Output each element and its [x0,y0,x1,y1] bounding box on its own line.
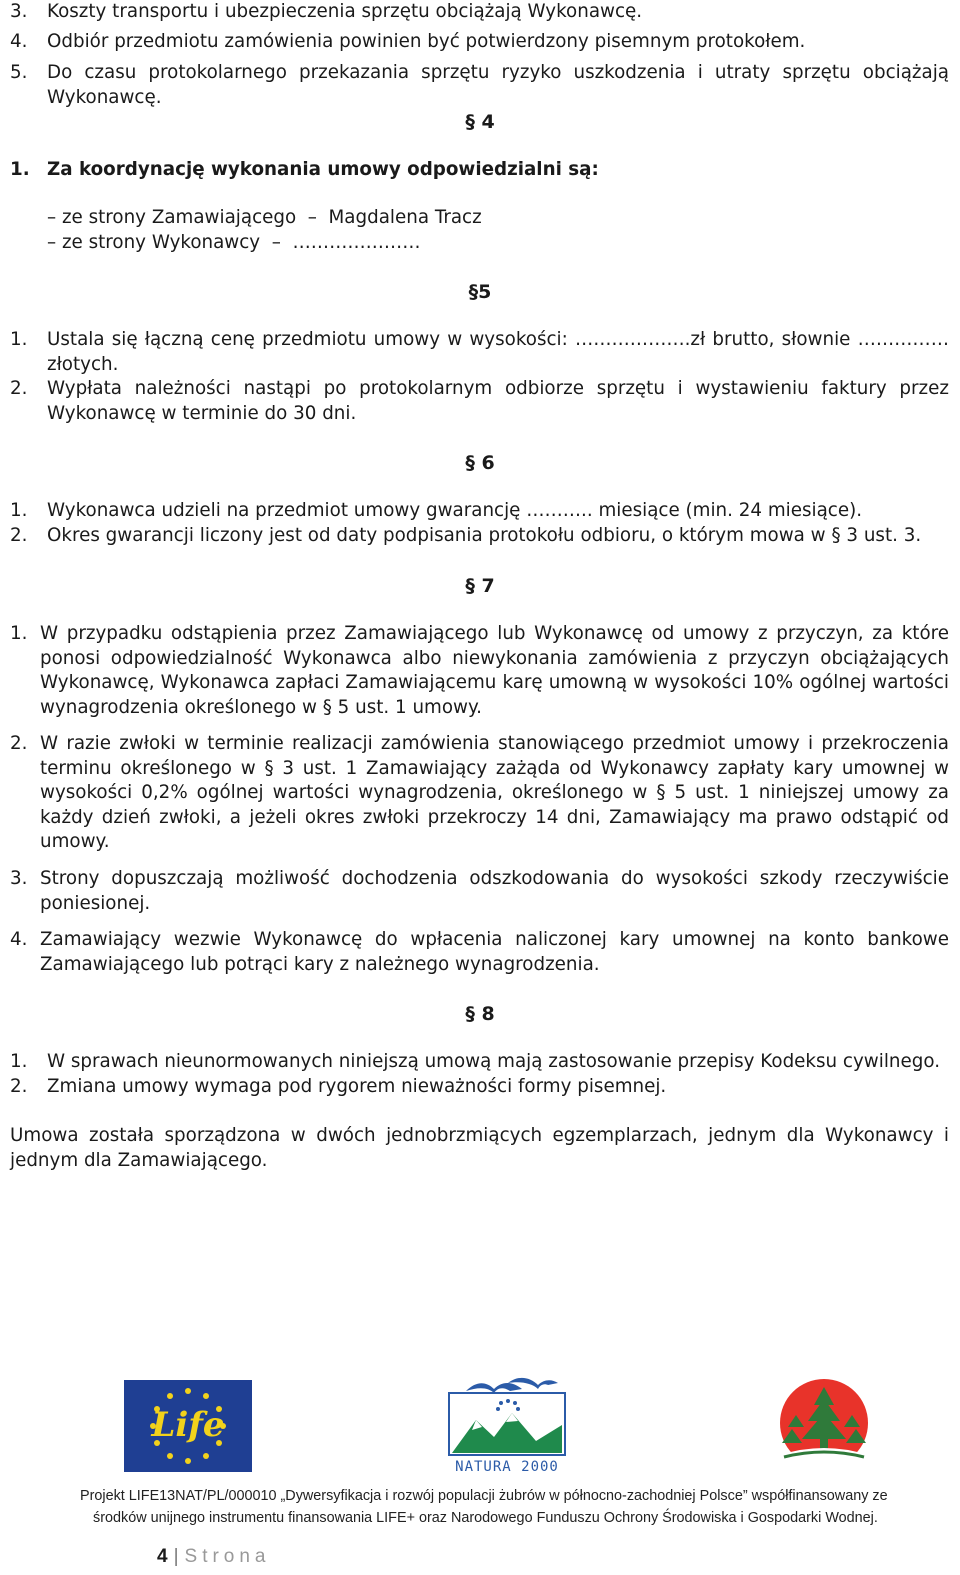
page-number-value: 4 [157,1546,168,1567]
page-number-separator: | [173,1546,179,1567]
list-item [10,499,949,524]
coordinator-contractor: – ze strony Wykonawcy – ………………… [47,232,421,253]
item-number: 4. [10,929,28,950]
list-item [10,61,949,110]
natura-2000-logo-icon [446,1375,568,1475]
coordinator-client: – ze strony Zamawiającego – Magdalena Tracz [47,207,482,228]
item-text: Okres gwarancji liczony jest od daty podpisania protokołu odbioru, o którym mowa w § 3 ust. 3. [47,525,922,546]
section-heading-4: § 4 [465,111,495,133]
project-note-line-1: Projekt LIFE13NAT/PL/000010 „Dywersyfikacja i rozwój populacji żubrów w północno-zachodniej Polsce” współfinansowany ze [80,1488,888,1504]
item-number: 1. [10,159,30,180]
list-item [10,328,949,377]
project-note-line-2: środków unijnego instrumentu finansowania LIFE+ oraz Narodowego Funduszu Ochrony Środowiska i Gospodarki Wodnej. [93,1510,878,1526]
item-text: Za koordynację wykonania umowy odpowiedzialni są: [47,159,599,180]
item-number: 2. [10,378,28,399]
list-item [10,30,949,55]
page-number-label: Strona [184,1546,271,1567]
eu-life-logo-icon [124,1380,252,1472]
list-item [10,867,949,916]
nfosigw-logo-icon [778,1377,870,1481]
item-number: 1. [10,329,28,350]
list-item [10,377,949,426]
item-number: 2. [10,525,28,546]
item-number: 2. [10,1076,28,1097]
item-text: Zmiana umowy wymaga pod rygorem nieważności formy pisemnej. [47,1076,667,1097]
item-number: 2. [10,733,28,754]
item-text: W razie zwłoki w terminie realizacji zamówienia stanowiącego przedmiot umowy i przekroczenia terminu określonego w § 3 ust. 1 Zamawiający zażąda od Wykonawcy zapłaty kary umownej w wysokości 0,2% ogólnej wartości wynagrodzenia, określonego w § 5 ust. 1 niniejszej umowy za każdy dzień zwłoki, a jeżeli okres zwłoki przekroczy 14 dni, Zamawiający ma prawo odstąpić od umowy. [40,733,949,852]
natura-logo-text: NATURA 2000 [455,1459,559,1475]
list-item [10,928,949,977]
list-item [10,622,949,720]
section-heading-6: § 6 [465,452,495,474]
item-number: 1. [10,1051,28,1072]
list-item [10,1050,949,1075]
list-item [10,0,949,25]
section-heading-5: §5 [468,281,492,303]
life-logo-text: Life [151,1405,225,1445]
item-text: W sprawach nieunormowanych niniejszą umową mają zastosowanie przepisy Kodeksu cywilnego. [47,1051,941,1072]
item-number: 3. [10,868,28,889]
item-text: Wykonawca udzieli na przedmiot umowy gwarancję ……….. miesiące (min. 24 miesiące). [47,500,863,521]
item-text: Zamawiający wezwie Wykonawcę do wpłacenia naliczonej kary umownej na konto bankowe Zamawiającego lub potrąci kary z należnego wynagrodzenia. [40,929,949,975]
list-item [10,732,949,855]
section-heading-7: § 7 [465,575,495,597]
closing-paragraph: Umowa została sporządzona w dwóch jednobrzmiących egzemplarzach, jednym dla Wykonawcy i jednym dla Zamawiającego. [10,1125,949,1171]
logo-strip [0,1375,960,1485]
list-item [10,524,949,549]
item-number: 4. [10,31,28,52]
section-heading-8: § 8 [465,1003,495,1025]
item-text: W przypadku odstąpienia przez Zamawiającego lub Wykonawcę od umowy z przyczyn, za które ponosi odpowiedzialność Wykonawca albo niewykonania zamówienia z przyczyn obciążających Wykonawcę, Wykonawca zapłaci Zamawiającemu karę umowną w wysokości 10% ogólnej wartości wynagrodzenia określonego w § 5 ust. 1 umowy. [40,623,949,718]
item-number: 5. [10,62,28,83]
item-number: 3. [10,1,28,22]
item-number: 1. [10,500,28,521]
item-number: 1. [10,623,28,644]
list-item [10,1075,949,1100]
item-text: Ustala się łączną cenę przedmiotu umowy w wysokości: ……………….zł brutto, słownie ……………złotych. [47,329,949,375]
item-text: Odbiór przedmiotu zamówienia powinien być potwierdzony pisemnym protokołem. [47,31,806,52]
list-item [10,158,949,183]
item-text: Strony dopuszczają możliwość dochodzenia odszkodowania do wysokości szkody rzeczywiście poniesionej. [40,868,949,914]
page-number [157,1545,271,1570]
item-text: Do czasu protokolarnego przekazania sprzętu ryzyko uszkodzenia i utraty sprzętu obciążają Wykonawcę. [47,62,949,108]
item-text: Koszty transportu i ubezpieczenia sprzętu obciążają Wykonawcę. [47,1,643,22]
item-text: Wypłata należności nastąpi po protokolarnym odbiorze sprzętu i wystawieniu faktury przez Wykonawcę w terminie do 30 dni. [47,378,949,424]
